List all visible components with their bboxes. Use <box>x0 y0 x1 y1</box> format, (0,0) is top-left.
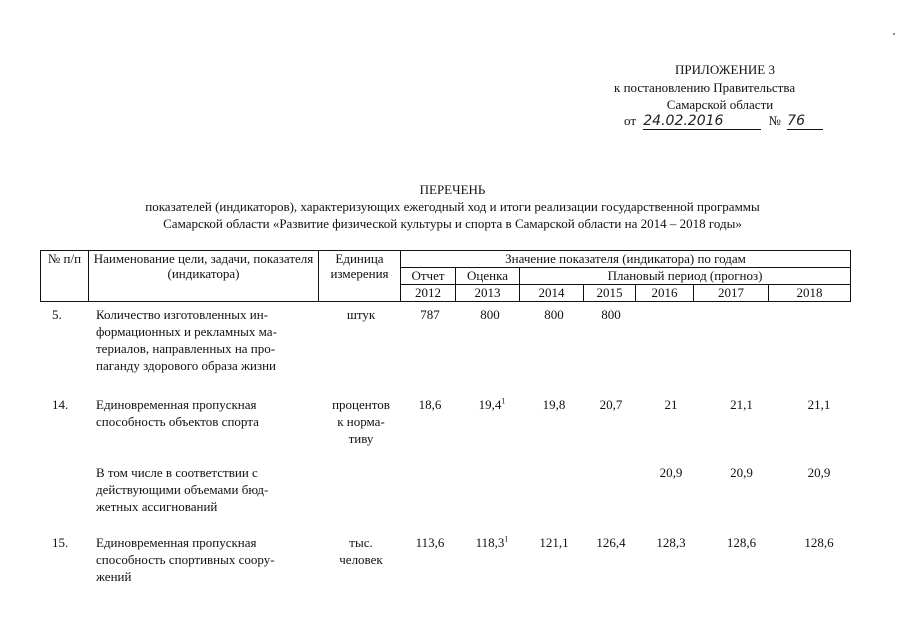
header-plan: Плановый период (прогноз) <box>520 268 851 285</box>
row-name-line: териалов, направленных на про- <box>96 341 276 356</box>
row-unit-line: к норма- <box>337 414 385 429</box>
value-2018: 128,6 <box>804 535 834 550</box>
footnote-marker: 1 <box>501 396 506 406</box>
from-label: от <box>624 113 637 128</box>
value-2012: 18,6 <box>418 397 442 412</box>
row-unit-line: штук <box>346 307 376 322</box>
header-year: 2012 <box>401 285 456 302</box>
value-2014: 19,8 <box>542 397 566 412</box>
value-2017: 128,6 <box>726 535 757 550</box>
row-unit-line: процентов <box>332 397 390 412</box>
value-2015: 20,7 <box>599 397 623 412</box>
header-year: 2015 <box>584 285 636 302</box>
value-2013: 118,3 <box>475 535 505 550</box>
row-name-line: В том числе в соответствии с <box>96 465 258 480</box>
row-name-line: Единовременная пропускная <box>96 535 257 550</box>
value-2012: 787 <box>420 307 440 322</box>
row-name-line: жений <box>96 569 132 584</box>
appendix-line-2: Самарской области <box>666 97 774 112</box>
value-2017: 20,9 <box>730 465 753 480</box>
row-number: 15. <box>52 535 69 550</box>
row-name-line: Единовременная пропускная <box>96 397 257 412</box>
value-2016: 21 <box>664 397 678 412</box>
scan-speck <box>893 33 895 35</box>
row-number: 14. <box>52 397 69 412</box>
row-name-line: формационных и рекламных ма- <box>96 324 277 339</box>
value-2013-cell <box>462 534 522 551</box>
footnote-marker: 1 <box>504 534 509 544</box>
row-unit-line: тыс. <box>349 535 373 550</box>
row-unit-line: тиву <box>348 431 374 446</box>
header-name: Наименование цели, задачи, показателя (индикатора) <box>89 251 319 302</box>
indicator-table-header <box>40 250 851 302</box>
header-year: 2014 <box>520 285 584 302</box>
value-2018: 21,1 <box>807 397 831 412</box>
row-name-line: жетных ассигнований <box>96 499 218 514</box>
row-unit-line: человек <box>339 552 383 567</box>
header-estimate: Оценка <box>456 268 520 285</box>
value-2014: 121,1 <box>539 535 569 550</box>
header-year: 2013 <box>456 285 520 302</box>
row-name-line: Количество изготовленных ин- <box>96 307 268 322</box>
header-year: 2016 <box>636 285 694 302</box>
handwritten-number: 76 <box>787 113 823 130</box>
handwritten-date: 24.02.2016 <box>643 113 761 130</box>
number-label: № <box>768 113 781 128</box>
value-2013: 800 <box>480 307 500 322</box>
header-values: Значение показателя (индикатора) по годам <box>401 251 851 268</box>
header-num: № п/п <box>41 251 89 302</box>
value-2016: 20,9 <box>659 465 683 480</box>
row-name-line: действующими объемами бюд- <box>96 482 269 497</box>
appendix-date-line <box>624 113 844 133</box>
header-report: Отчет <box>401 268 456 285</box>
value-2012: 113,6 <box>415 535 445 550</box>
document-subtitle-1: показателей (индикаторов), характеризующих ежегодный ход и итоги реализации государственной программы <box>145 199 760 214</box>
value-2013: 19,4 <box>478 397 502 412</box>
document-title: ПЕРЕЧЕНЬ <box>419 182 486 197</box>
document-subtitle-2: Самарской области «Развитие физической культуры и спорта в Самарской области на 2014 – 2018 годы» <box>163 216 742 231</box>
header-unit: Единица измерения <box>319 251 401 302</box>
header-year: 2017 <box>694 285 769 302</box>
row-number: 5. <box>52 307 62 322</box>
row-name-line: способность спортивных соору- <box>96 552 275 567</box>
value-2013-cell <box>462 396 522 413</box>
value-2014: 800 <box>544 307 564 322</box>
row-name-line: паганду здорового образа жизни <box>96 358 277 373</box>
value-2016: 128,3 <box>656 535 686 550</box>
header-year: 2018 <box>769 285 851 302</box>
row-name-line: способность объектов спорта <box>96 414 259 429</box>
value-2015: 126,4 <box>596 535 626 550</box>
value-2017: 21,1 <box>730 397 753 412</box>
appendix-line-1: к постановлению Правительства <box>614 80 796 95</box>
value-2018: 20,9 <box>807 465 831 480</box>
appendix-title: ПРИЛОЖЕНИЕ 3 <box>675 62 775 77</box>
value-2015: 800 <box>601 307 621 322</box>
